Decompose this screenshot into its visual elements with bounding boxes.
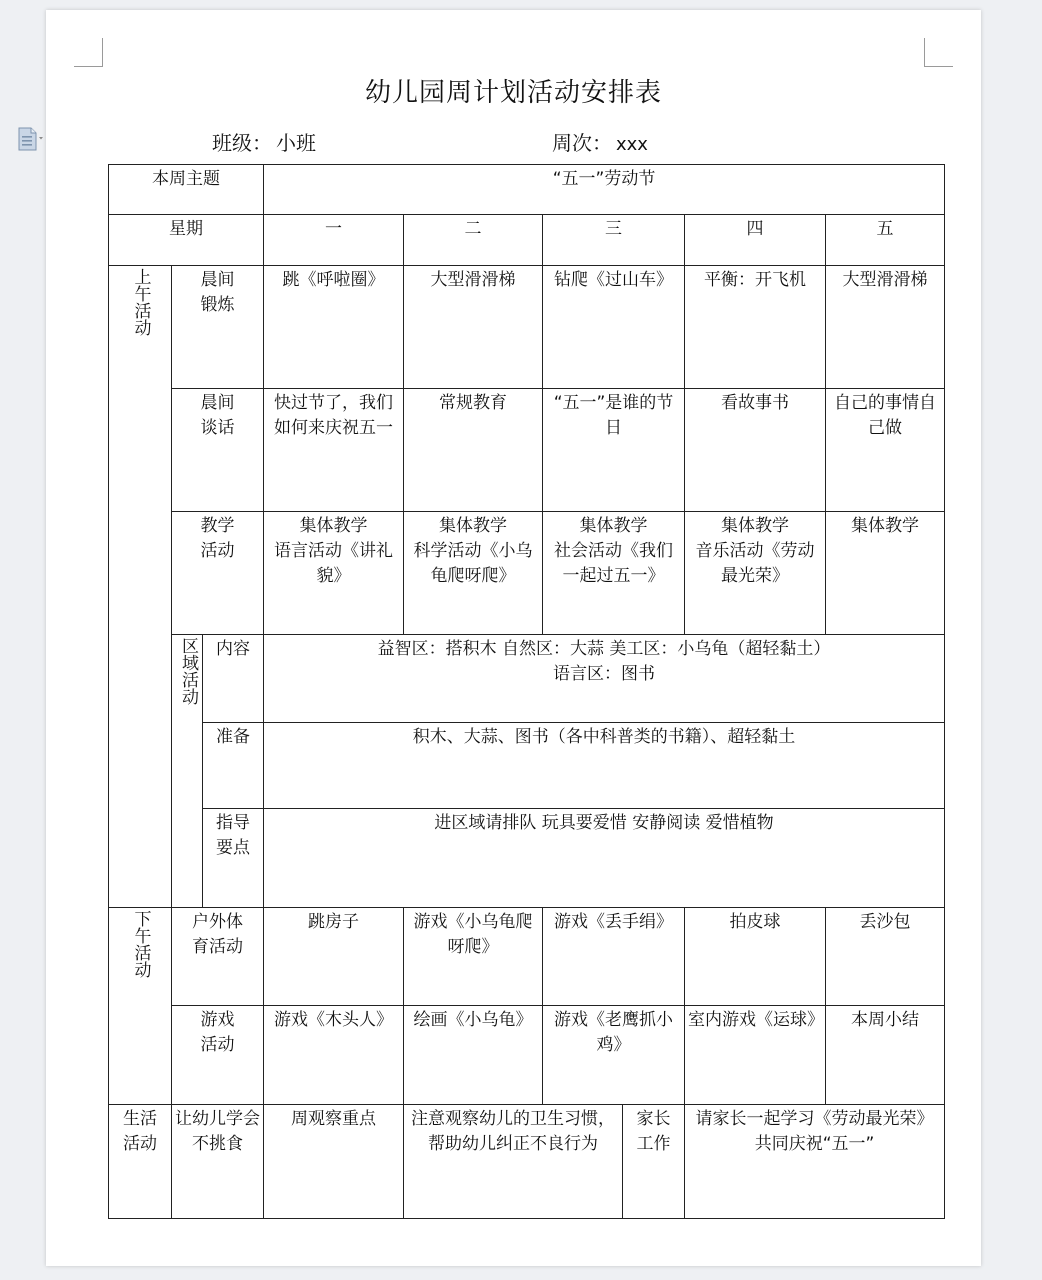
teaching-cell: 集体教学 社会活动《我们一起过五一》	[543, 512, 685, 635]
area-content-label: 内容	[203, 635, 264, 723]
day-2: 二	[404, 215, 543, 266]
teaching-cell: 集体教学 音乐活动《劳动最光荣》	[685, 512, 826, 635]
game-cell: 室内游戏《运球》	[685, 1006, 826, 1105]
life-value: 让幼儿学会不挑食	[172, 1105, 264, 1219]
observe-label: 周观察重点	[264, 1105, 404, 1219]
life-label: 生活 活动	[109, 1105, 172, 1219]
class-value: 小班	[276, 131, 316, 155]
parent-value: 请家长一起学习《劳动最光荣》共同庆祝“五一”	[685, 1105, 945, 1219]
area-prep: 积木、大蒜、图书（各中科普类的书籍）、超轻黏土	[264, 723, 945, 809]
crop-mark-top-right	[924, 38, 953, 67]
day-1: 一	[264, 215, 404, 266]
outdoor-label: 户外体 育活动	[172, 908, 264, 1006]
area-guide-label: 指导 要点	[203, 809, 264, 908]
class-label: 班级：	[212, 131, 272, 155]
talk-cell: 常规教育	[404, 389, 543, 512]
weekly-plan-table	[108, 164, 945, 1219]
outdoor-cell: 拍皮球	[685, 908, 826, 1006]
week-info	[552, 127, 648, 156]
teaching-label: 教学 活动	[172, 512, 264, 635]
teaching-cell: 集体教学	[826, 512, 945, 635]
talk-cell: “五一”是谁的节日	[543, 389, 685, 512]
parent-label: 家长 工作	[623, 1105, 685, 1219]
area-prep-label: 准备	[203, 723, 264, 809]
teaching-cell: 集体教学 语言活动《讲礼貌》	[264, 512, 404, 635]
morning-label: 上午活动	[109, 266, 172, 908]
game-cell: 游戏《老鹰抓小鸡》	[543, 1006, 685, 1105]
outdoor-cell: 跳房子	[264, 908, 404, 1006]
outdoor-cell: 游戏《丢手绢》	[543, 908, 685, 1006]
day-5: 五	[826, 215, 945, 266]
exercise-cell: 钻爬《过山车》	[543, 266, 685, 389]
outdoor-cell: 丢沙包	[826, 908, 945, 1006]
game-cell: 游戏《木头人》	[264, 1006, 404, 1105]
week-label: 周次：	[552, 131, 612, 155]
page-title: 幼儿园周计划活动安排表	[364, 78, 662, 108]
talk-label: 晨间 谈话	[172, 389, 264, 512]
area-content: 益智区：搭积木 自然区：大蒜 美工区：小乌龟（超轻黏土） 语言区：图书	[264, 635, 945, 723]
day-4: 四	[685, 215, 826, 266]
talk-cell: 快过节了，我们如何来庆祝五一	[264, 389, 404, 512]
afternoon-label: 下午活动	[109, 908, 172, 1105]
week-value: xxx	[616, 134, 648, 155]
exercise-cell: 跳《呼啦圈》	[264, 266, 404, 389]
game-cell: 绘画《小乌龟》	[404, 1006, 543, 1105]
game-label: 游戏 活动	[172, 1006, 264, 1105]
talk-cell: 自己的事情自己做	[826, 389, 945, 512]
crop-mark-top-left	[74, 38, 103, 67]
area-guide: 进区域请排队 玩具要爱惜 安静阅读 爱惜植物	[264, 809, 945, 908]
day-3: 三	[543, 215, 685, 266]
teaching-cell: 集体教学 科学活动《小乌龟爬呀爬》	[404, 512, 543, 635]
talk-cell: 看故事书	[685, 389, 826, 512]
game-cell: 本周小结	[826, 1006, 945, 1105]
theme-label: 本周主题	[109, 165, 264, 215]
exercise-label: 晨间 锻炼	[172, 266, 264, 389]
exercise-cell: 平衡：开飞机	[685, 266, 826, 389]
exercise-cell: 大型滑滑梯	[404, 266, 543, 389]
observe-value: 注意观察幼儿的卫生习惯，帮助幼儿纠正不良行为	[404, 1105, 623, 1219]
class-info	[212, 127, 316, 156]
area-label: 区域活动	[172, 635, 203, 908]
document-icon[interactable]	[16, 126, 44, 152]
weekday-label: 星期	[109, 215, 264, 266]
outdoor-cell: 游戏《小乌龟爬呀爬》	[404, 908, 543, 1006]
theme-value: “五一”劳动节	[264, 165, 945, 215]
exercise-cell: 大型滑滑梯	[826, 266, 945, 389]
